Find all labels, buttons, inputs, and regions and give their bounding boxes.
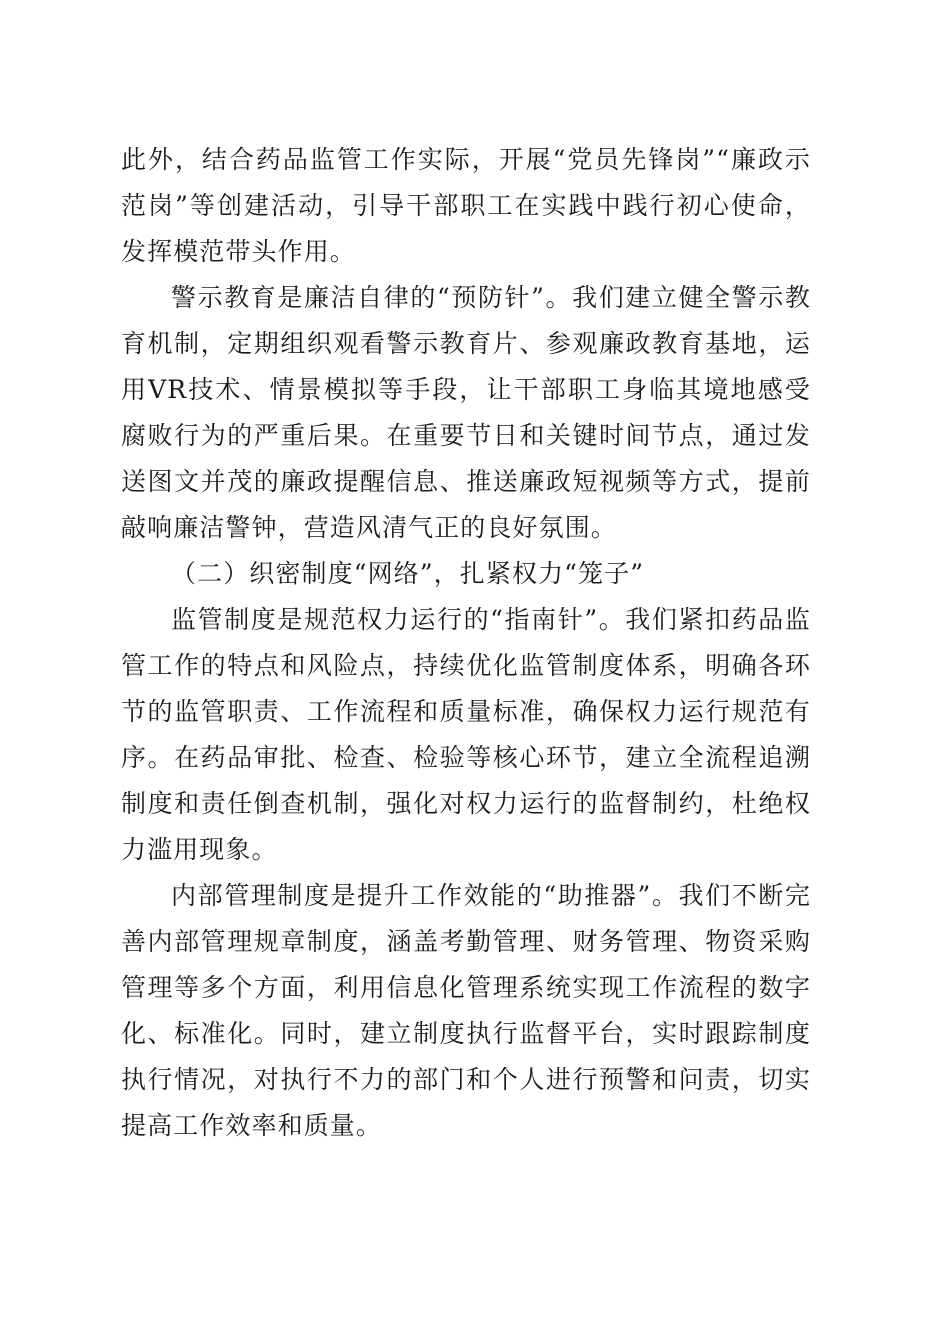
paragraph-warning-education: 警示教育是廉洁自律的“预防针”。我们建立健全警示教育机制，定期组织观看警示教育片、参观廉政教育基地，运用VR技术、情景模拟等手段，让干部职工身临其境地感受腐败行为的严重后果。在重要节日和关键时间节点，通过发送图文并茂的廉政提醒信息、推送廉政短视频等方式，提前敲响廉洁警钟，营造风清气正的良好氛围。 [121,283,811,542]
paragraph-continuation: 此外，结合药品监管工作实际，开展“党员先锋岗”“廉政示范岗”等创建活动，引导干部职工在实践中践行初心使命，发挥模范带头作用。 [121,145,811,266]
paragraph-supervision-system: 监管制度是规范权力运行的“指南针”。我们紧扣药品监管工作的特点和风险点，持续优化监管制度体系，明确各环节的监管职责、工作流程和质量标准，确保权力运行规范有序。在药品审批、检查、检验等核心环节，建立全流程追溯制度和责任倒查机制，强化对权力运行的监督制约，杜绝权力滥用现象。 [121,605,811,864]
paragraph-internal-management: 内部管理制度是提升工作效能的“助推器”。我们不断完善内部管理规章制度，涵盖考勤管理、财务管理、物资采购管理等多个方面，利用信息化管理系统实现工作流程的数字化、标准化。同时，建立制度执行监督平台，实时跟踪制度执行情况，对执行不力的部门和个人进行预警和问责，切实提高工作效率和质量。 [121,881,811,1140]
document-body [121,137,811,1149]
section-heading: （二）织密制度“网络”，扎紧权力“笼子” [171,559,645,588]
